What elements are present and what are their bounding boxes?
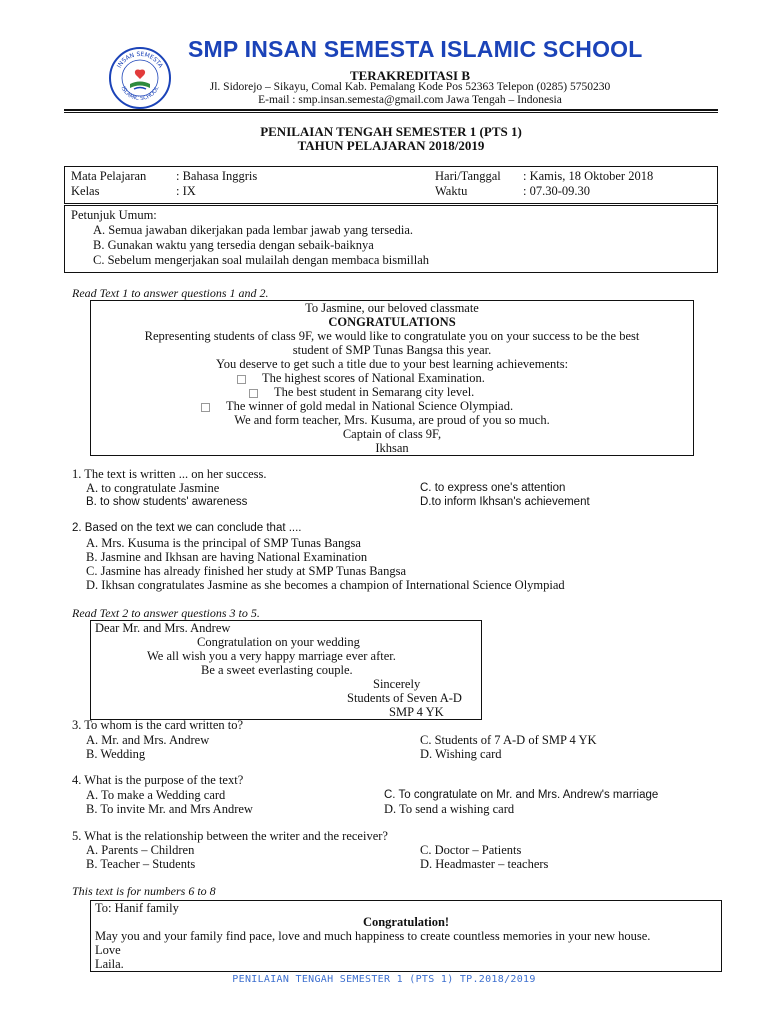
logo-text-bottom: ISLAMIC SCHOOL (119, 85, 161, 103)
q4-option-d: D. To send a wishing card (384, 802, 515, 816)
text1-line: You deserve to get such a title due to your best learning achievements: (215, 357, 569, 371)
text1-intro: Read Text 1 to answer questions 1 and 2. (72, 286, 269, 300)
q2-option-a: A. Mrs. Kusuma is the principal of SMP Tunas Bangsa (86, 536, 361, 550)
q4-option-b: B. To invite Mr. and Mrs Andrew (86, 802, 253, 816)
text3-line: Love (95, 943, 121, 957)
q1-option-c: C. to express one's attention (420, 482, 566, 494)
text1-line: To Jasmine, our beloved classmate (305, 301, 479, 315)
instructions-box (64, 205, 718, 273)
q5-option-a: A. Parents – Children (86, 843, 195, 857)
date-value: : Kamis, 18 Oktober 2018 (523, 169, 654, 183)
q5-option-d: D. Headmaster – teachers (420, 857, 549, 871)
q1-option-a: A. to congratulate Jasmine (86, 481, 220, 495)
school-address: Jl. Sidorejo – Sikayu, Comal Kab. Pemalang Kode Pos 52363 Telepon (0285) 5750230 (209, 81, 611, 93)
q1-option-b: B. to show students' awareness (86, 496, 248, 508)
time-value: : 07.30-09.30 (523, 184, 591, 198)
q5-option-c: C. Doctor – Patients (420, 843, 522, 857)
class-label: Kelas (71, 184, 100, 198)
q2-question: 2. Based on the text we can conclude that .... (72, 522, 302, 534)
q3-option-a: A. Mr. and Mrs. Andrew (86, 733, 210, 747)
text1-box (90, 300, 694, 456)
text2-intro: Read Text 2 to answer questions 3 to 5. (72, 606, 260, 620)
instruction-item: B. Gunakan waktu yang tersedia dengan sebaik-baiknya (93, 238, 374, 252)
text1-bullet: The best student in Semarang city level. (249, 385, 474, 400)
text1-line: Representing students of class 9F, we would like to congratulate you on your success to be the best (144, 329, 640, 343)
q3-question: 3. To whom is the card written to? (72, 718, 244, 732)
text1-heading: CONGRATULATIONS (328, 315, 456, 329)
bullet-icon (237, 375, 246, 384)
text2-signature: SMP 4 YK (389, 705, 444, 719)
page-footer: PENILAIAN TENGAH SEMESTER 1 (PTS 1) TP.2018/2019 (232, 974, 536, 985)
q5-question: 5. What is the relationship between the writer and the receiver? (72, 829, 388, 843)
text2-signature: Students of Seven A-D (347, 691, 462, 705)
q2-option-d: D. Ikhsan congratulates Jasmine as she becomes a champion of International Science Olympiad (86, 578, 565, 592)
exam-title: PENILAIAN TENGAH SEMESTER 1 (PTS 1) (260, 124, 522, 139)
text3-line: To: Hanif family (95, 901, 179, 915)
logo-text-top: INSAN SEMESTA (115, 50, 165, 70)
date-label: Hari/Tanggal (435, 169, 501, 183)
q4-option-c: C. To congratulate on Mr. and Mrs. Andrew's marriage (384, 789, 659, 801)
text1-bullet: The winner of gold medal in National Science Olympiad. (201, 399, 513, 414)
exam-year: TAHUN PELAJARAN 2018/2019 (297, 138, 485, 153)
q1-option-d: D.to inform Ikhsan's achievement (420, 496, 590, 508)
school-logo (108, 46, 172, 110)
text3-heading: Congratulation! (362, 915, 450, 929)
accreditation: TERAKREDITASI B (349, 68, 471, 83)
text2-line: Be a sweet everlasting couple. (201, 663, 353, 677)
text2-line: Dear Mr. and Mrs. Andrew (95, 621, 231, 635)
q3-option-d: D. Wishing card (420, 747, 502, 761)
text2-line: Congratulation on your wedding (197, 635, 360, 649)
text3-intro: This text is for numbers 6 to 8 (72, 884, 216, 898)
instruction-item: C. Sebelum mengerjakan soal mulailah dengan membaca bismillah (93, 253, 430, 267)
q4-question: 4. What is the purpose of the text? (72, 773, 244, 787)
text3-line: May you and your family find pace, love and much happiness to create countless memories in your new house. (95, 929, 651, 943)
text2-signature: Sincerely (373, 677, 421, 691)
class-value: : IX (176, 184, 196, 198)
time-label: Waktu (435, 184, 468, 198)
q5-option-b: B. Teacher – Students (86, 857, 196, 871)
text1-line: We and form teacher, Mrs. Kusuma, are proud of you so much. (234, 413, 550, 427)
bullet-icon (249, 389, 258, 398)
text3-box (90, 900, 722, 972)
text2-box (90, 620, 482, 720)
text3-signature: Laila. (95, 957, 124, 971)
q2-option-c: C. Jasmine has already finished her study at SMP Tunas Bangsa (86, 564, 407, 578)
instruction-item: A. Semua jawaban dikerjakan pada lembar jawab yang tersedia. (93, 223, 414, 237)
school-name: SMP INSAN SEMESTA ISLAMIC SCHOOL (188, 36, 643, 62)
q2-option-b: B. Jasmine and Ikhsan are having National Examination (86, 550, 368, 564)
bullet-icon (201, 403, 210, 412)
text1-line: student of SMP Tunas Bangsa this year. (292, 343, 492, 357)
subject-value: : Bahasa Inggris (176, 169, 258, 183)
q3-option-c: C. Students of 7 A-D of SMP 4 YK (420, 733, 597, 747)
subject-label: Mata Pelajaran (71, 169, 147, 183)
text2-line: We all wish you a very happy marriage ever after. (147, 649, 396, 663)
text1-bullet: The highest scores of National Examination. (237, 371, 485, 386)
q1-question: 1. The text is written ... on her success. (72, 467, 267, 481)
header-divider-thin (64, 112, 718, 113)
school-email: E-mail : smp.insan.semesta@gmail.com Jawa Tengah – Indonesia (258, 94, 562, 106)
q3-option-b: B. Wedding (86, 747, 146, 761)
q4-option-a: A. To make a Wedding card (86, 788, 226, 802)
text1-signature: Ikhsan (375, 441, 409, 455)
header-divider (64, 109, 718, 111)
instructions-title: Petunjuk Umum: (71, 208, 157, 222)
exam-info-box (64, 166, 718, 204)
text1-signature: Captain of class 9F, (342, 427, 442, 441)
